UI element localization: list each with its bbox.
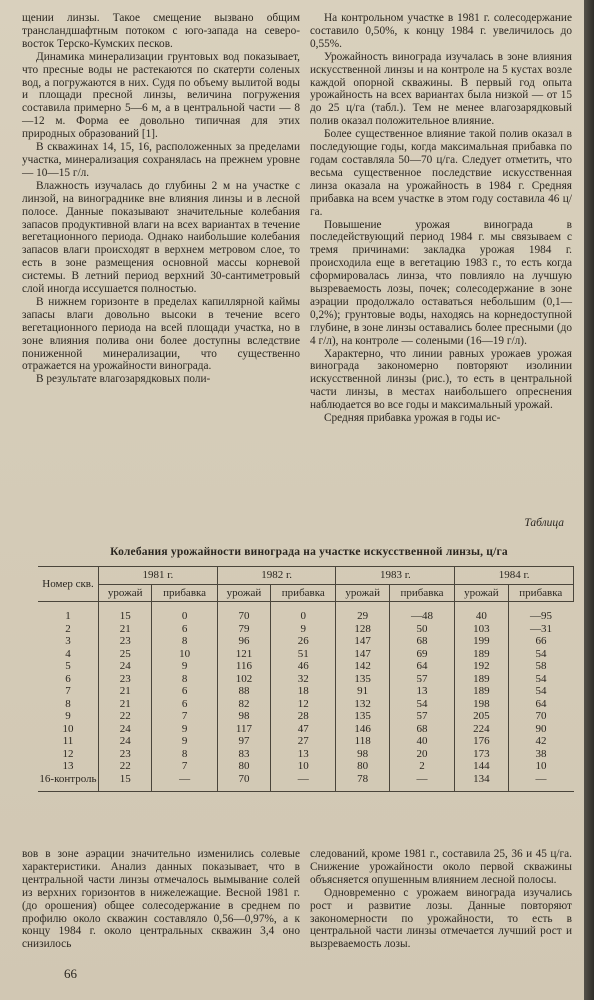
- table-cell: 8: [152, 748, 217, 761]
- table-row: [38, 773, 574, 792]
- table-cell: 7: [152, 760, 217, 773]
- table-row: [38, 635, 574, 648]
- well-number-cell: 10: [62, 722, 74, 735]
- text-column-left-bottom: [22, 848, 300, 951]
- table-cell: 23: [99, 748, 152, 761]
- text-column-right-top: [310, 12, 572, 425]
- table-cell: 24: [99, 735, 152, 748]
- table-cell: 57: [389, 673, 454, 686]
- table-cell: 25: [99, 648, 152, 661]
- table-cell: 90: [508, 723, 573, 736]
- col-header-year: 1981 г.: [99, 567, 218, 585]
- table-cell: 96: [217, 635, 270, 648]
- table-row: [38, 673, 574, 686]
- table-cell: 54: [508, 673, 573, 686]
- table-row: [38, 660, 574, 673]
- table-cell: 70: [217, 602, 270, 623]
- book-edge: [584, 0, 594, 1000]
- table-cell: 64: [389, 660, 454, 673]
- paragraph: Характерно, что линии равных урожаев урожая винограда закономерно повторяют изолинии искусственной линзы (рис.), то есть в центральной части линзы, в местах наибольшего опреснения наблюдается во все годы и максимальный урожай.: [310, 347, 572, 412]
- table-row: [38, 623, 574, 636]
- table-cell: 69: [389, 648, 454, 661]
- table-cell: 0: [152, 602, 217, 623]
- table-cell: 10: [152, 648, 217, 661]
- table-cell: 0: [271, 602, 336, 623]
- table-cell: 82: [217, 698, 270, 711]
- table-cell: 15: [99, 773, 152, 792]
- table-row: [38, 698, 574, 711]
- table-cell: 64: [508, 698, 573, 711]
- table-row: [38, 710, 574, 723]
- paragraph: В нижнем горизонте в пределах капиллярной каймы запасы влаги довольно высоки в течение всего вегетационного периода на всей площади участка, но в зоне влияния полива они более доступны вследствие пониженной минерализации, что существенно отражается на урожайности винограда.: [22, 295, 300, 373]
- table-cell: 135: [336, 673, 389, 686]
- table-row: [38, 648, 574, 661]
- table-row: [38, 748, 574, 761]
- col-header-yield: урожай: [99, 584, 152, 602]
- table-cell: 18: [271, 685, 336, 698]
- well-number-cell: 11: [62, 735, 74, 747]
- well-number-cell: 16-контроль: [38, 773, 99, 792]
- table-cell: 198: [455, 698, 508, 711]
- table-cell: 22: [99, 710, 152, 723]
- table-cell: —: [508, 773, 573, 792]
- col-header-year: 1982 г.: [217, 567, 336, 585]
- table-cell: 88: [217, 685, 270, 698]
- paragraph: следований, кроме 1981 г., составила 25, 36 и 45 ц/га. Снижение урожайности около первой скважины объясняется опушенным влиянием лесной полосы.: [310, 848, 572, 886]
- col-header-increase: прибавка: [508, 584, 573, 602]
- paragraph: Урожайность винограда изучалась в зоне влияния искусственной линзы и на контроле на 5 кустах возле каждой опорной скважины. В первый год опыта урожайность на всех вариантах была низкой — от 15 до 25 ц/га (табл.). Тем не менее влагозарядковый полив оказал положительное влияние.: [310, 50, 572, 128]
- well-number-cell: 9: [65, 710, 71, 722]
- table-row: [38, 602, 574, 623]
- table-row: [38, 760, 574, 773]
- table-title: Колебания урожайности винограда на участке искусственной линзы, ц/га: [110, 546, 508, 558]
- table-row: [38, 685, 574, 698]
- table-row: [38, 723, 574, 736]
- paragraph: Динамика минерализации грунтовых вод показывает, что пресные воды не растекаются по скатерти соленых вод, а погружаются в них. Судя по объему вылитой воды и площади пресной линзы, величина погружения составила примерно 5—6 м, а в центральной части — 8—12 м. Форма ее довольно типичная для этих природных образований [1].: [22, 50, 300, 141]
- table-cell: 54: [508, 648, 573, 661]
- table-cell: 118: [336, 735, 389, 748]
- well-number-cell: 6: [65, 672, 71, 685]
- table-cell: 91: [336, 685, 389, 698]
- table-cell: 146: [336, 723, 389, 736]
- table-cell: 135: [336, 710, 389, 723]
- table-cell: 6: [152, 685, 217, 698]
- table-cell: —48: [389, 602, 454, 623]
- table-cell: 58: [508, 660, 573, 673]
- table-cell: 147: [336, 635, 389, 648]
- col-header-well-number: Номер скв.: [38, 567, 99, 602]
- table-cell: 7: [152, 710, 217, 723]
- table-body: [38, 602, 574, 792]
- table-cell: 22: [99, 760, 152, 773]
- table-cell: 189: [455, 673, 508, 686]
- table-cell: 9: [152, 660, 217, 673]
- col-header-increase: прибавка: [389, 584, 454, 602]
- table-cell: 46: [271, 660, 336, 673]
- col-header-year: 1983 г.: [336, 567, 455, 585]
- table-cell: 27: [271, 735, 336, 748]
- table-cell: 10: [508, 760, 573, 773]
- table-cell: 21: [99, 698, 152, 711]
- well-number-cell: 2: [65, 622, 71, 635]
- table-cell: 189: [455, 648, 508, 661]
- table-cell: 147: [336, 648, 389, 661]
- table-cell: 26: [271, 635, 336, 648]
- table-cell: 24: [99, 723, 152, 736]
- table-cell: 9: [271, 623, 336, 636]
- col-header-yield: урожай: [336, 584, 389, 602]
- table-cell: 9: [152, 735, 217, 748]
- table-cell: 132: [336, 698, 389, 711]
- yield-table: [38, 566, 574, 792]
- table-cell: 70: [508, 710, 573, 723]
- paragraph: Средняя прибавка урожая в годы ис-: [324, 412, 501, 425]
- well-number-cell: 1: [65, 610, 71, 622]
- table-cell: 54: [508, 685, 573, 698]
- table-cell: 97: [217, 735, 270, 748]
- table-cell: 80: [217, 760, 270, 773]
- table-cell: 70: [217, 773, 270, 792]
- table-label: Таблица: [524, 517, 564, 529]
- table-cell: 66: [508, 635, 573, 648]
- col-header-yield: урожай: [217, 584, 270, 602]
- table-cell: 121: [217, 648, 270, 661]
- col-header-increase: прибавка: [271, 584, 336, 602]
- paragraph: На контрольном участке в 1981 г. солесодержание составило 0,50%, к концу 1984 г. увеличилось до 0,55%.: [310, 12, 572, 50]
- table-cell: 68: [389, 723, 454, 736]
- table-cell: 192: [455, 660, 508, 673]
- table-cell: 8: [152, 673, 217, 686]
- table-cell: 13: [271, 748, 336, 761]
- table-cell: 134: [455, 773, 508, 792]
- table-cell: 50: [389, 623, 454, 636]
- table-cell: 189: [455, 685, 508, 698]
- table-cell: 47: [271, 723, 336, 736]
- paragraph: вов в зоне аэрации значительно изменились солевые характеристики. Анализ данных показывает, что в центральной части линзы отмечалось вымывание солей из верхних горизонтов в нижележащие. Весной 1981 г. (до орошения) общее солесодержание в среднем по профилю около скважин составляло 0,56—0,97%, а к концу 1984 г. около центральных скважин 3,4 оно снизилось: [22, 848, 300, 951]
- table-cell: 98: [217, 710, 270, 723]
- paragraph: Более существенное влияние такой полив оказал в последующие годы, когда максимальная прибавка по годам составляла 50—70 ц/га. Следует отметить, что весьма существенное последствие искусственная линза оказала на урожайность в 1984 г. Средняя прибавка на всем участке в этом году составила 46 ц/га.: [310, 128, 572, 218]
- table-row: [38, 735, 574, 748]
- table-cell: 117: [217, 723, 270, 736]
- well-number-cell: 7: [65, 685, 71, 697]
- table-cell: 173: [455, 748, 508, 761]
- table-cell: 8: [152, 635, 217, 648]
- table-cell: 15: [99, 602, 152, 623]
- table-cell: 144: [455, 760, 508, 773]
- table-cell: 199: [455, 635, 508, 648]
- table-cell: 32: [271, 673, 336, 686]
- table-cell: 2: [389, 760, 454, 773]
- table-cell: 142: [336, 660, 389, 673]
- paragraph: В скважинах 14, 15, 16, расположенных за пределами участка, минерализация сохранялась на прежнем уровне — 10—15 г/л.: [22, 141, 300, 179]
- table-cell: —95: [508, 602, 573, 623]
- table-cell: 10: [271, 760, 336, 773]
- paragraph: Одновременно с урожаем винограда изучались рост и развитие лозы. Данные повторяют закономерности по урожайности, то есть в центральной части линзы отмечается лучший рост и вызреваемость лозы.: [310, 886, 572, 951]
- table-cell: 38: [508, 748, 573, 761]
- table-cell: 128: [336, 623, 389, 636]
- table-cell: 103: [455, 623, 508, 636]
- table-cell: 176: [455, 735, 508, 748]
- table-cell: 54: [389, 698, 454, 711]
- table-cell: 40: [455, 602, 508, 623]
- text-column-right-bottom: [310, 848, 572, 951]
- table-cell: 102: [217, 673, 270, 686]
- text-column-left-top: [22, 12, 300, 386]
- table-cell: 51: [271, 648, 336, 661]
- table-cell: 205: [455, 710, 508, 723]
- table-cell: 224: [455, 723, 508, 736]
- well-number-cell: 13: [62, 760, 74, 772]
- table-cell: 80: [336, 760, 389, 773]
- table-cell: 29: [336, 602, 389, 623]
- table-cell: 79: [217, 623, 270, 636]
- well-number-cell: 4: [65, 647, 71, 660]
- table-cell: 6: [152, 623, 217, 636]
- table-cell: 78: [336, 773, 389, 792]
- paragraph: Повышение урожая винограда в последействующий период 1984 г. мы связываем с тремя причинами: закладка урожая 1984 г. происходила еще в вегетацию 1983 г., то есть когда сформировалась линза, что повлияло на лучшую вызреваемость лозы, почек; солесодержание в зоне аэрации продолжало оставаться небольшим (0,1—0,2%); грунтовые воды, находясь на корнедоступной глубине, в зоне линзы оставались более пресными (до 4 г/л), на контроле — солеными (16—19 г/л).: [310, 218, 572, 347]
- table-cell: —: [389, 773, 454, 792]
- well-number-cell: 12: [62, 747, 74, 760]
- table-cell: 21: [99, 685, 152, 698]
- table-cell: 98: [336, 748, 389, 761]
- table-cell: 116: [217, 660, 270, 673]
- table-cell: 68: [389, 635, 454, 648]
- table-cell: —: [152, 773, 217, 792]
- col-header-year: 1984 г.: [455, 567, 574, 585]
- table-cell: 57: [389, 710, 454, 723]
- table-cell: 13: [389, 685, 454, 698]
- table-cell: 28: [271, 710, 336, 723]
- table-cell: 6: [152, 698, 217, 711]
- table-cell: 40: [389, 735, 454, 748]
- table-cell: 12: [271, 698, 336, 711]
- table-cell: 23: [99, 635, 152, 648]
- well-number-cell: 3: [65, 635, 71, 647]
- table-cell: 23: [99, 673, 152, 686]
- well-number-cell: 8: [65, 697, 71, 710]
- table-cell: 9: [152, 723, 217, 736]
- table-cell: 83: [217, 748, 270, 761]
- col-header-yield: урожай: [455, 584, 508, 602]
- paragraph: щении линзы. Такое смещение вызвано общим трансландшафтным потоком с юго-запада на северо-восток Терско-Кумских песков.: [22, 12, 300, 50]
- table-cell: 20: [389, 748, 454, 761]
- table-cell: 24: [99, 660, 152, 673]
- table-cell: 21: [99, 623, 152, 636]
- well-number-cell: 5: [65, 660, 71, 672]
- table-cell: —31: [508, 623, 573, 636]
- paragraph: Влажность изучалась до глубины 2 м на участке с линзой, на винограднике вне влияния линзы и в лесной полосе. Данные показывают значительные колебания запасов продуктивной влаги на всех вариантах в течение вегетационного периода. Однако наибольшие колебания запасов влаги происходят в верхнем метровом слое, то есть в зоне размещения основной массы корневой системы. В летний период верхний 30-сантиметровый слой иногда иссушается полностью.: [22, 179, 300, 296]
- table-cell: 42: [508, 735, 573, 748]
- paragraph: В результате влагозарядковых поли-: [36, 373, 211, 386]
- page-number: 66: [64, 966, 77, 981]
- table-cell: —: [271, 773, 336, 792]
- col-header-increase: прибавка: [152, 584, 217, 602]
